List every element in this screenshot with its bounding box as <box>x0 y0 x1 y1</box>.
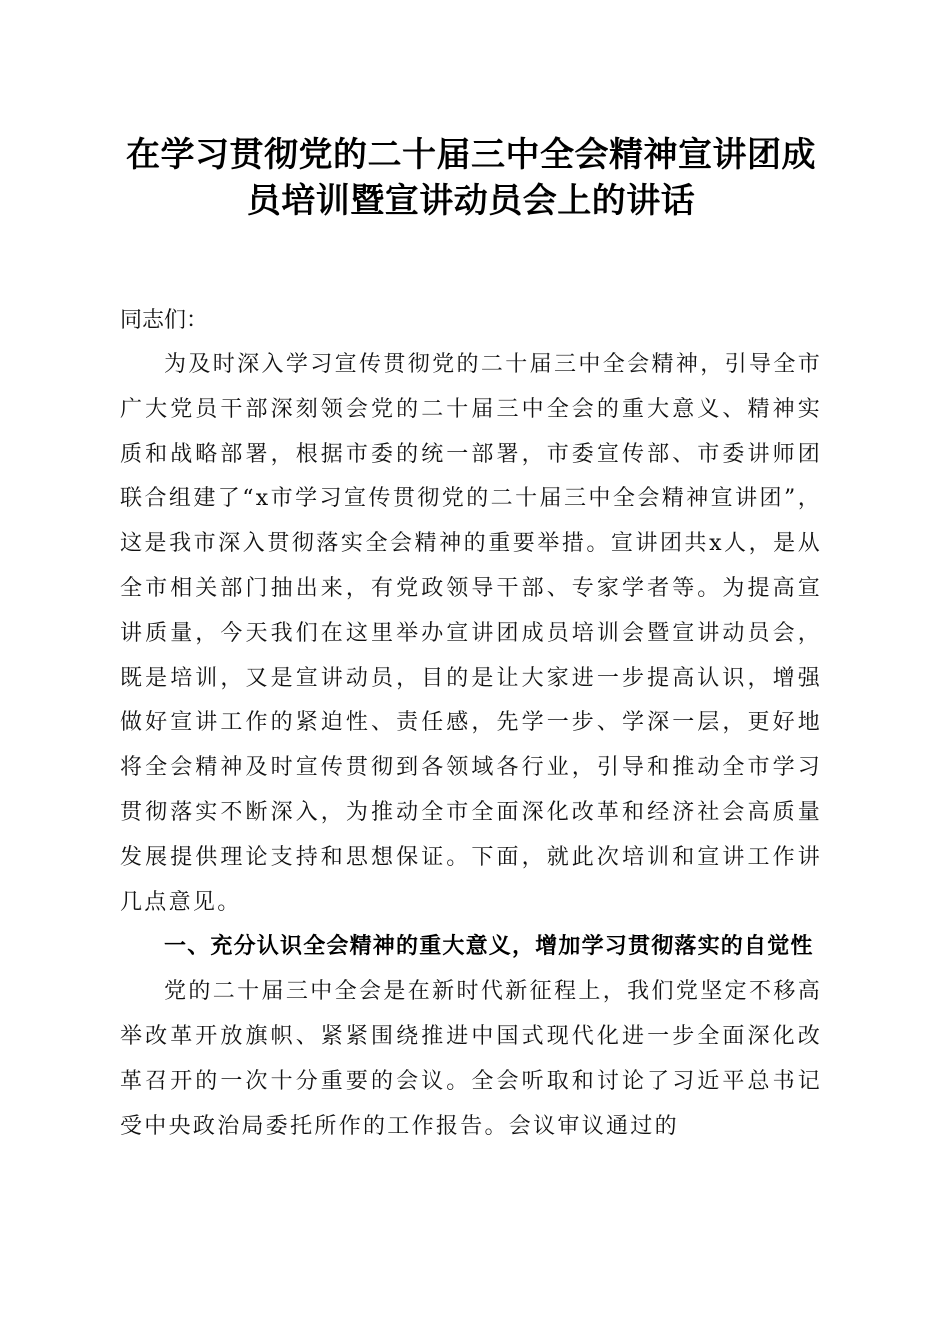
document-title <box>120 132 822 224</box>
title-line-2: 员培训暨宣讲动员会上的讲话 <box>246 181 696 221</box>
section-heading-1: 一、充分认识全会精神的重大意义，增加学习贯彻落实的自觉性 <box>164 934 814 960</box>
body-paragraph-2: 党的二十届三中全会是在新时代新征程上，我们党坚定不移高举改革开放旗帜、紧紧围绕推进中国式现代化进一步全面深化改革召开的一次十分重要的会议。全会听取和讨论了习近平总书记受中央政治局委托所作的工作报告。会议审议通过的 <box>120 979 822 1139</box>
document-page <box>120 132 822 1149</box>
salutation: 同志们： <box>120 308 209 333</box>
body-paragraph-1: 为及时深入学习宣传贯彻党的二十届三中全会精神，引导全市广大党员干部深刻领会党的二十届三中全会的重大意义、精神实质和战略部署，根据市委的统一部署，市委宣传部、市委讲师团联合组建了“x市学习宣传贯彻党的二十届三中全会精神宣讲团”，这是我市深入贯彻落实全会精神的重要举措。宣讲团共x人，是从全市相关部门抽出来，有党政领导干部、专家学者等。为提高宣讲质量，今天我们在这里举办宣讲团成员培训会暨宣讲动员会，既是培训，又是宣讲动员，目的是让大家进一步提高认识，增强做好宣讲工作的紧迫性、责任感，先学一步、学深一层，更好地将全会精神及时宣传贯彻到各领域各行业，引导和推动全市学习贯彻落实不断深入，为推动全市全面深化改革和经济社会高质量发展提供理论支持和思想保证。下面，就此次培训和宣讲工作讲几点意见。 <box>120 352 822 915</box>
title-line-1: 在学习贯彻党的二十届三中全会精神宣讲团成 <box>126 135 816 175</box>
